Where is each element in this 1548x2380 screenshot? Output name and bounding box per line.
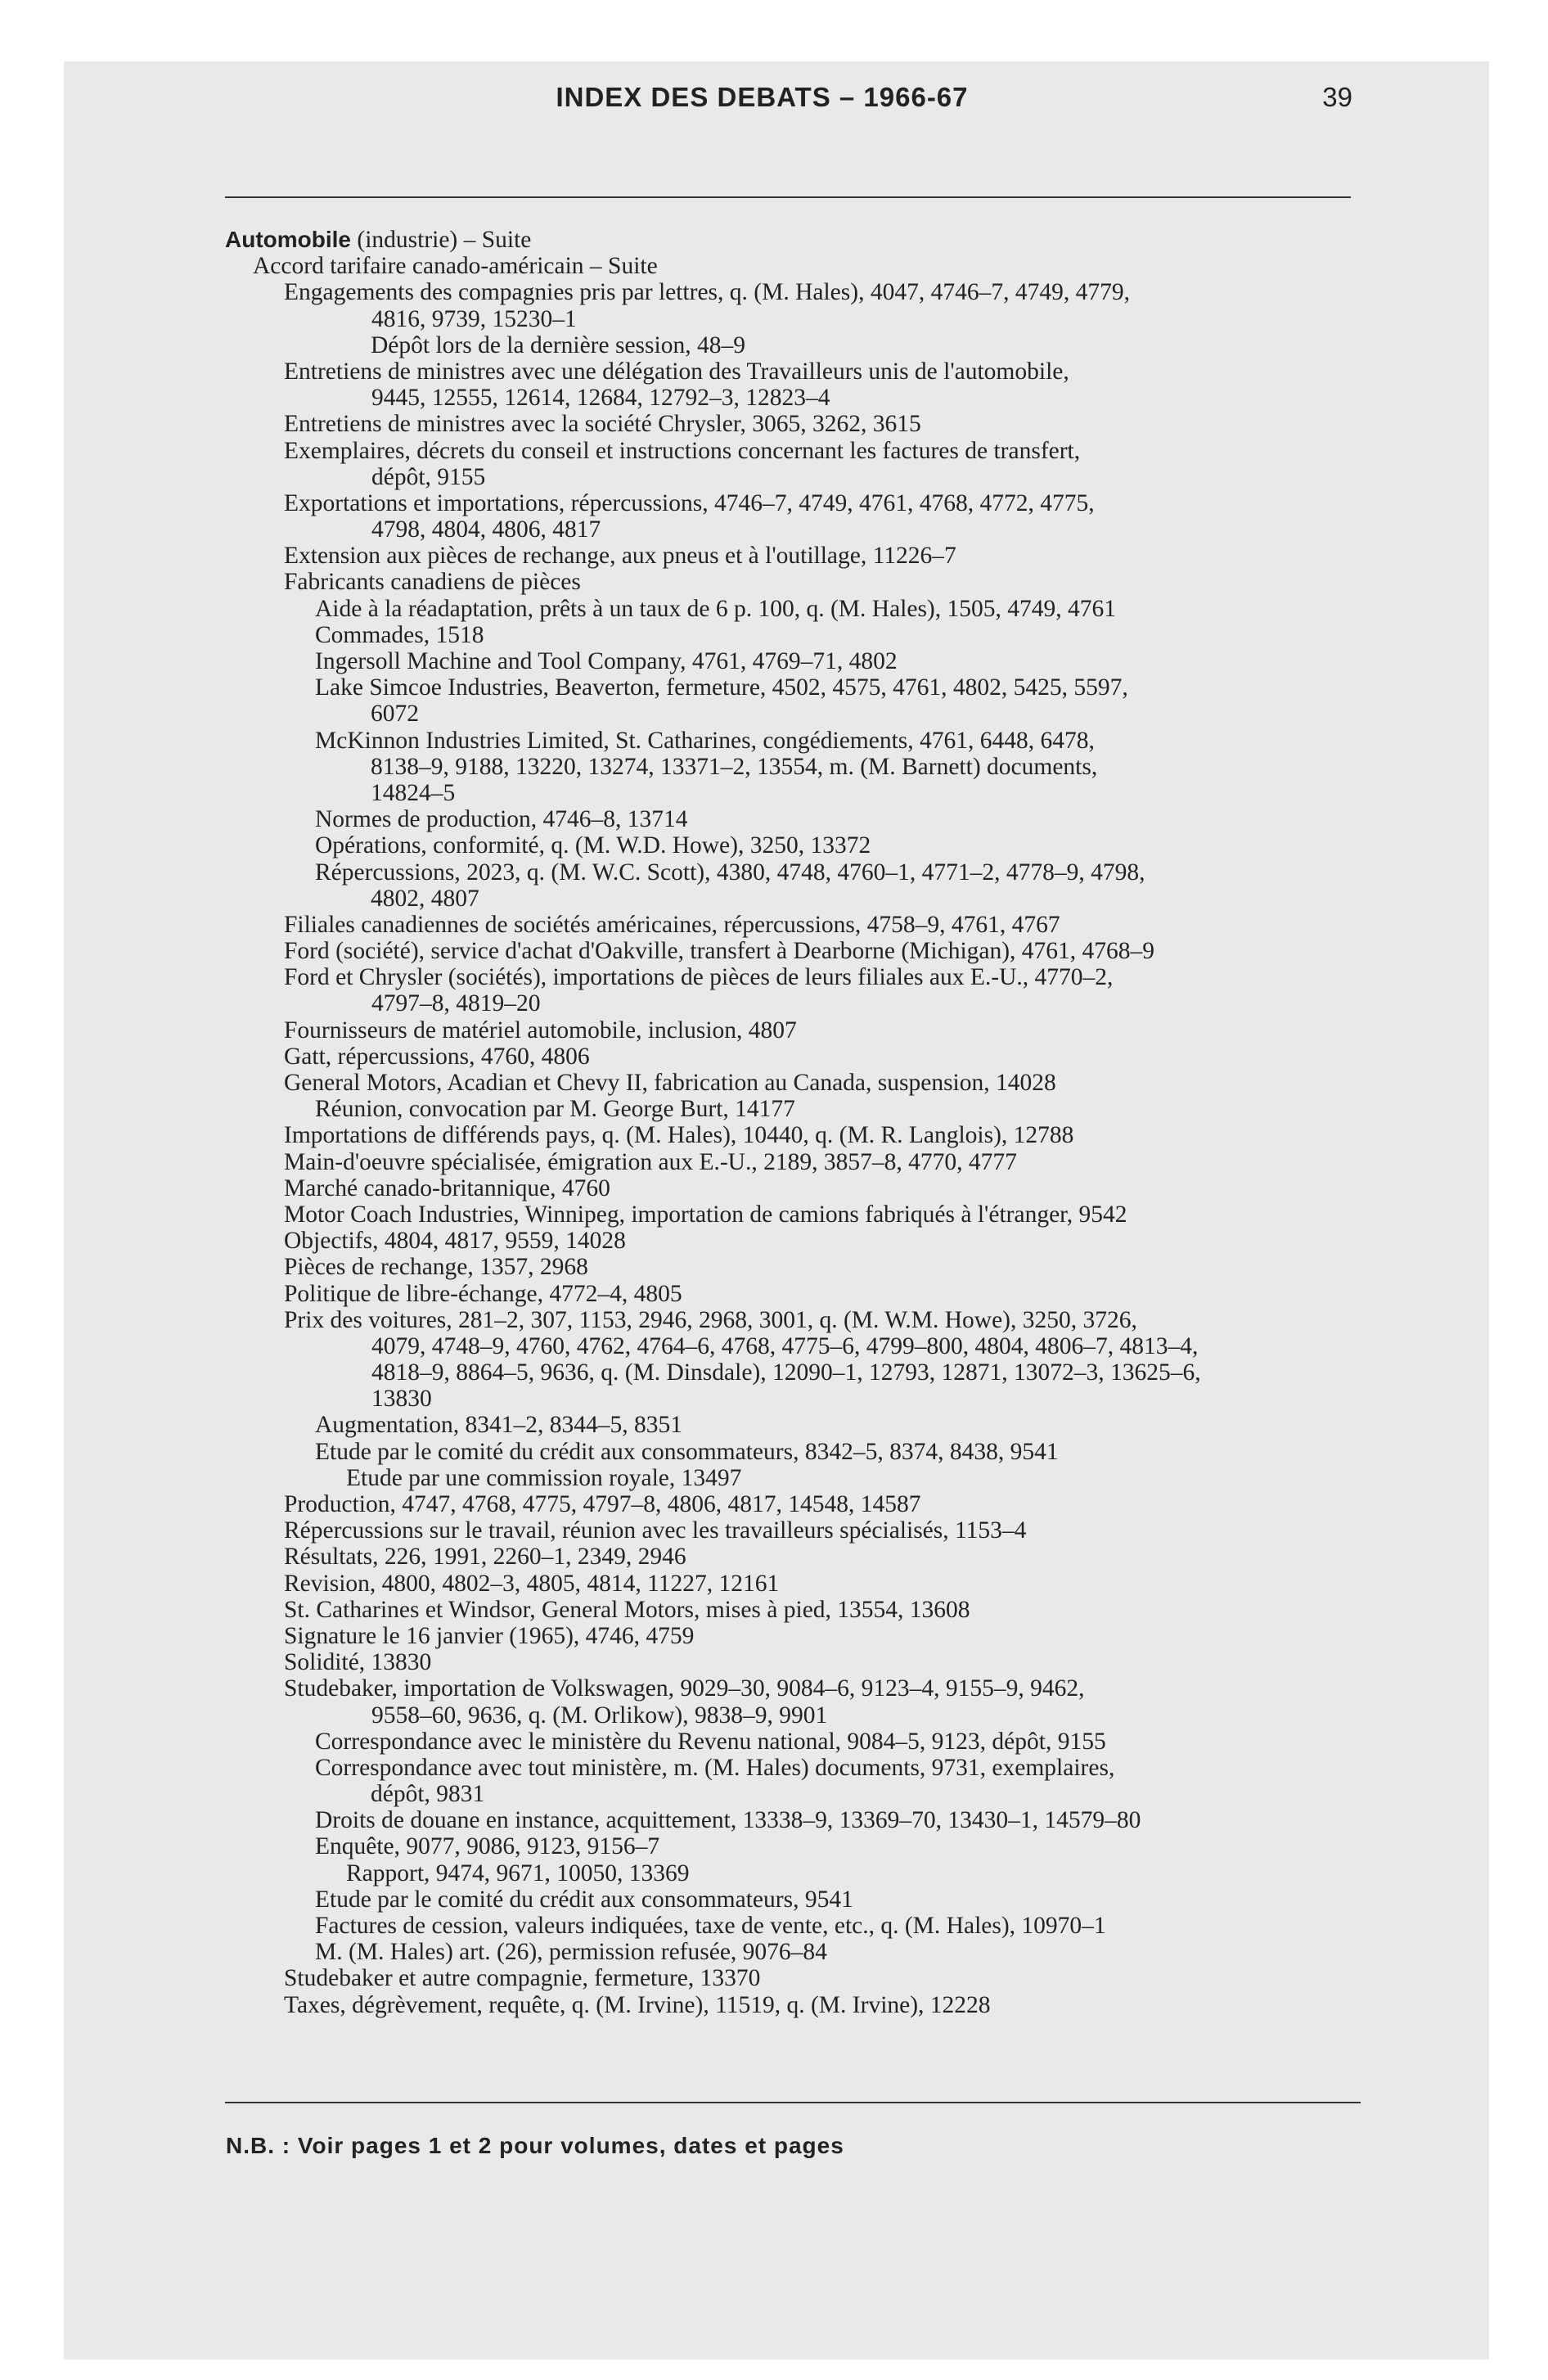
index-line: 8138–9, 9188, 13220, 13274, 13371–2, 13554, m. (M. Barnett) documents, (371, 753, 1098, 780)
index-line: Fournisseurs de matériel automobile, inclusion, 4807 (284, 1016, 797, 1044)
index-line: Normes de production, 4746–8, 13714 (315, 806, 688, 833)
index-line: Motor Coach Industries, Winnipeg, importation de camions fabriqués à l'étranger, 9542 (284, 1201, 1127, 1228)
index-line: Engagements des compagnies pris par lettres, q. (M. Hales), 4047, 4746–7, 4749, 4779, (284, 279, 1130, 306)
index-line: Production, 4747, 4768, 4775, 4797–8, 4806, 4817, 14548, 14587 (284, 1491, 921, 1517)
index-line: 13830 (371, 1386, 432, 1413)
index-line: Etude par une commission royale, 13497 (346, 1464, 742, 1491)
entry-heading-line (225, 227, 1379, 253)
index-line: 9445, 12555, 12614, 12684, 12792–3, 12823–4 (371, 385, 830, 412)
index-line: Augmentation, 8341–2, 8344–5, 8351 (315, 1412, 683, 1439)
index-line: Marché canado-britannique, 4760 (284, 1174, 610, 1201)
page-number: 39 (1322, 82, 1352, 112)
index-line: Studebaker et autre compagnie, fermeture, 13370 (284, 1965, 761, 1992)
index-line: 4798, 4804, 4806, 4817 (371, 516, 601, 543)
index-line: Répercussions sur le travail, réunion avec les travailleurs spécialisés, 1153–4 (284, 1517, 1027, 1544)
index-entries (225, 227, 1379, 2018)
index-line: 4802, 4807 (371, 885, 479, 912)
index-line: 4816, 9739, 15230–1 (371, 305, 577, 332)
index-line: Enquête, 9077, 9086, 9123, 9156–7 (315, 1833, 660, 1860)
index-line: Entretiens de ministres avec la société Chrysler, 3065, 3262, 3615 (284, 411, 921, 438)
index-line: Commades, 1518 (315, 621, 484, 648)
index-line: Opérations, conformité, q. (M. W.D. Howe), 3250, 13372 (315, 832, 871, 859)
index-line: Exemplaires, décrets du conseil et instructions concernant les factures de transfert, (284, 437, 1081, 464)
index-line: Main-d'oeuvre spécialisée, émigration aux E.-U., 2189, 3857–8, 4770, 4777 (284, 1148, 1017, 1175)
index-line: Taxes, dégrèvement, requête, q. (M. Irvine), 11519, q. (M. Irvine), 12228 (284, 1991, 991, 2018)
index-line: McKinnon Industries Limited, St. Catharines, congédiements, 4761, 6448, 6478, (315, 727, 1095, 754)
index-line: Ingersoll Machine and Tool Company, 4761, 4769–71, 4802 (315, 648, 898, 674)
index-line: Solidité, 13830 (284, 1649, 432, 1676)
footer-rule (225, 2102, 1361, 2103)
index-line: Politique de libre-échange, 4772–4, 4805 (284, 1280, 682, 1307)
index-line: Correspondance avec tout ministère, m. (M. Hales) documents, 9731, exemplaires, (315, 1754, 1115, 1781)
index-line: Signature le 16 janvier (1965), 4746, 4759 (284, 1622, 695, 1649)
entry-heading: Automobile (225, 227, 351, 252)
index-line: Rapport, 9474, 9671, 10050, 13369 (346, 1859, 690, 1886)
index-line: Etude par le comité du crédit aux consommateurs, 8342–5, 8374, 8438, 9541 (315, 1438, 1059, 1465)
index-line: Revision, 4800, 4802–3, 4805, 4814, 11227, 12161 (284, 1570, 780, 1597)
index-line: Correspondance avec le ministère du Revenu national, 9084–5, 9123, dépôt, 9155 (315, 1728, 1106, 1755)
index-line: 14824–5 (371, 779, 456, 806)
index-line: Etude par le comité du crédit aux consommateurs, 9541 (315, 1886, 853, 1913)
index-line: Lake Simcoe Industries, Beaverton, fermeture, 4502, 4575, 4761, 4802, 5425, 5597, (315, 674, 1128, 701)
page-title: INDEX DES DEBATS – 1966-67 (556, 82, 969, 112)
index-line: Réunion, convocation par M. George Burt, 14177 (315, 1096, 795, 1123)
index-line: Ford et Chrysler (sociétés), importations de pièces de leurs filiales aux E.-U., 4770–2, (284, 964, 1114, 991)
entry-heading-rest: (industrie) – Suite (351, 227, 532, 253)
index-line: Droits de douane en instance, acquittement, 13338–9, 13369–70, 13430–1, 14579–80 (315, 1807, 1141, 1834)
page-header (172, 82, 1352, 131)
index-line: 4818–9, 8864–5, 9636, q. (M. Dinsdale), 12090–1, 12793, 12871, 13072–3, 13625–6, (371, 1359, 1201, 1386)
index-line: Aide à la réadaptation, prêts à un taux de 6 p. 100, q. (M. Hales), 1505, 4749, 4761 (315, 595, 1117, 622)
index-line: Fabricants canadiens de pièces (284, 569, 581, 596)
index-line: General Motors, Acadian et Chevy II, fabrication au Canada, suspension, 14028 (284, 1070, 1056, 1096)
footer-note: N.B. : Voir pages 1 et 2 pour volumes, dates et pages (226, 2133, 844, 2158)
index-line: Filiales canadiennes de sociétés américaines, répercussions, 4758–9, 4761, 4767 (284, 911, 1060, 938)
index-line: Importations de différends pays, q. (M. Hales), 10440, q. (M. R. Langlois), 12788 (284, 1122, 1074, 1149)
index-line: Extension aux pièces de rechange, aux pneus et à l'outillage, 11226–7 (284, 543, 956, 570)
index-line: Objectifs, 4804, 4817, 9559, 14028 (284, 1228, 626, 1255)
index-line: Studebaker, importation de Volkswagen, 9029–30, 9084–6, 9123–4, 9155–9, 9462, (284, 1675, 1085, 1702)
index-line: Entretiens de ministres avec une délégation des Travailleurs unis de l'automobile, (284, 358, 1069, 385)
index-line: St. Catharines et Windsor, General Motors, mises à pied, 13554, 13608 (284, 1596, 970, 1623)
index-line: M. (M. Hales) art. (26), permission refusée, 9076–84 (315, 1939, 827, 1966)
entry-subheading: Accord tarifaire canado-américain – Suite (253, 253, 658, 280)
index-lines (225, 279, 1379, 2017)
index-line: dépôt, 9831 (371, 1781, 485, 1808)
index-line: Dépôt lors de la dernière session, 48–9 (371, 331, 745, 358)
index-line: 4079, 4748–9, 4760, 4762, 4764–6, 4768, 4775–6, 4799–800, 4804, 4806–7, 4813–4, (371, 1332, 1199, 1359)
index-line: Factures de cession, valeurs indiquées, taxe de vente, etc., q. (M. Hales), 10970–1 (315, 1913, 1106, 1939)
index-line: 6072 (371, 701, 419, 728)
index-line: Résultats, 226, 1991, 2260–1, 2349, 2946 (284, 1544, 686, 1571)
index-line: dépôt, 9155 (371, 463, 486, 490)
index-line: Exportations et importations, répercussions, 4746–7, 4749, 4761, 4768, 4772, 4775, (284, 489, 1095, 516)
index-line: 4797–8, 4819–20 (371, 990, 541, 1017)
index-line: 9558–60, 9636, q. (M. Orlikow), 9838–9, 9901 (371, 1702, 828, 1729)
index-line: Répercussions, 2023, q. (M. W.C. Scott), 4380, 4748, 4760–1, 4771–2, 4778–9, 4798, (315, 859, 1145, 886)
header-rule (225, 196, 1351, 198)
index-line: Pièces de rechange, 1357, 2968 (284, 1254, 588, 1281)
index-line: Gatt, répercussions, 4760, 4806 (284, 1043, 590, 1070)
index-line: Ford (société), service d'achat d'Oakville, transfert à Dearborne (Michigan), 4761, 4768–9 (284, 938, 1155, 965)
index-line: Prix des voitures, 281–2, 307, 1153, 2946, 2968, 3001, q. (M. W.M. Howe), 3250, 3726, (284, 1306, 1137, 1333)
